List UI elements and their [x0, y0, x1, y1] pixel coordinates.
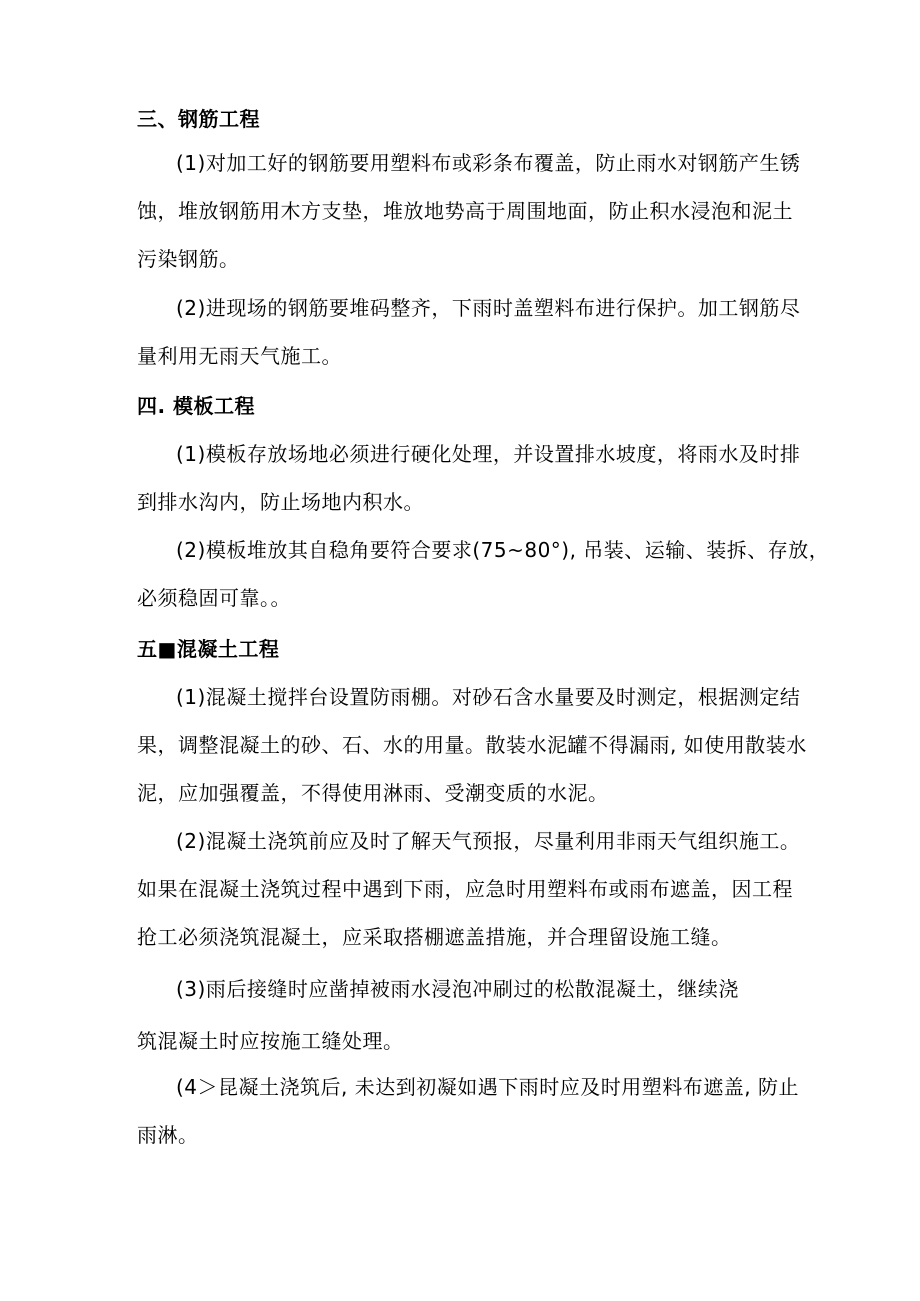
- paragraph-line: (1)模板存放场地必须进行硬化处理，并设置排水坡度，将雨水及时排: [176, 442, 801, 466]
- paragraph-line: (3)雨后接缝时应凿掉被雨水浸泡冲刷过的松散混凝土，继续浇: [176, 977, 739, 1001]
- paragraph-line: 必须稳固可靠。。: [137, 586, 291, 610]
- paragraph-line: 污染钢筋。: [137, 247, 240, 271]
- paragraph-line: (1)对加工好的钢筋要用塑料布或彩条布覆盖，防止雨水对钢筋产生锈: [176, 151, 801, 175]
- paragraph-line: (1)混凝土搅拌台设置防雨棚。对砂石含水量要及时测定，根据测定结: [176, 685, 801, 709]
- paragraph-line: 抢工必须浇筑混凝土，应采取搭棚遮盖措施，并合理留设施工缝。: [137, 925, 732, 949]
- section-heading-rebar: 三、钢筋工程: [137, 107, 260, 131]
- paragraph-line: 如果在混凝土浇筑过程中遇到下雨，应急时用塑料布或雨布遮盖，因工程: [137, 877, 793, 901]
- paragraph-line: 蚀，堆放钢筋用木方支垫，堆放地势高于周围地面，防止积水浸泡和泥土: [137, 199, 793, 223]
- paragraph-line: (2)模板堆放其自稳角要符合要求(75~80°), 吊装、运输、装拆、存放，: [176, 538, 830, 562]
- paragraph-line: (2)混凝土浇筑前应及时了解天气预报，尽量利用非雨天气组织施工。: [176, 829, 801, 853]
- section-heading-formwork: 四. 模板工程: [137, 394, 256, 418]
- section-heading-concrete: 五■混凝土工程: [137, 637, 280, 661]
- paragraph-line: 量利用无雨天气施工。: [137, 344, 342, 368]
- paragraph-line: 泥，应加强覆盖，不得使用淋雨、受潮变质的水泥。: [137, 781, 609, 805]
- paragraph-line: (4＞昆凝土浇筑后, 未达到初凝如遇下雨时应及时用塑料布遮盖, 防止: [176, 1075, 799, 1099]
- paragraph-line: 果，调整混凝土的砂、石、水的用量。散装水泥罐不得漏雨, 如使用散装水: [137, 733, 807, 757]
- paragraph-line: 雨淋。: [137, 1123, 199, 1147]
- paragraph-line: 到排水沟内，防止场地内积水。: [137, 490, 424, 514]
- paragraph-line: 筑混凝土时应按施工缝处理。: [137, 1029, 404, 1053]
- paragraph-line: (2)进现场的钢筋要堆码整齐，下雨时盖塑料布进行保护。加工钢筋尽: [176, 296, 801, 320]
